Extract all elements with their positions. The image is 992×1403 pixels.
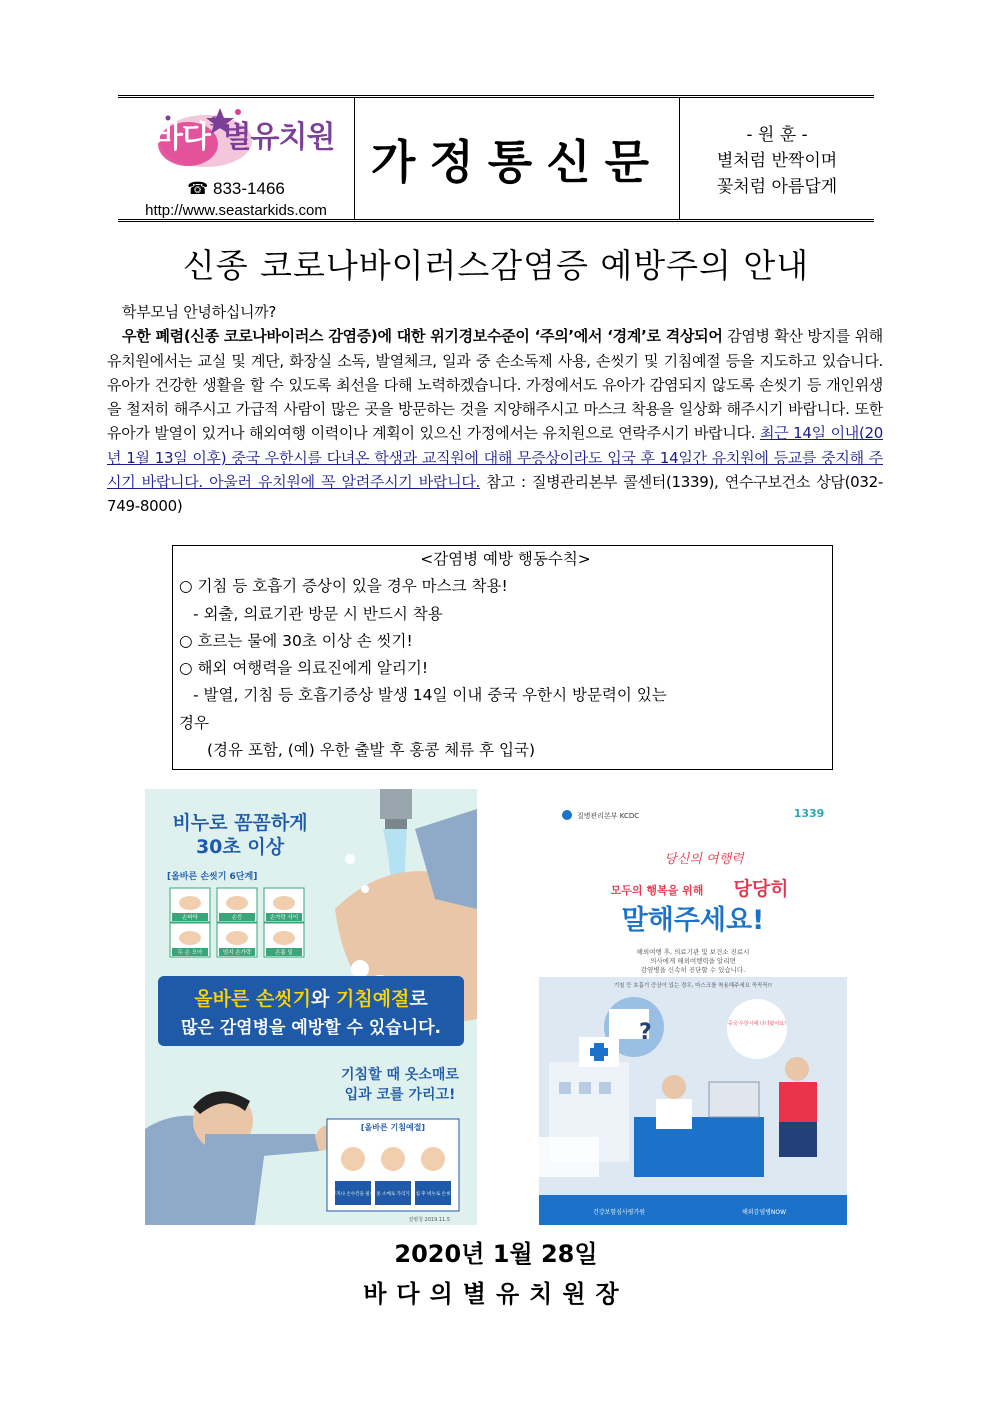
rule-line: (경유 포함, (예) 우한 출발 후 홍콩 체류 후 입국) [207,741,536,760]
prevention-rules-box [172,545,833,770]
phone-number: ☎ 833-1466 [187,179,285,198]
poster-credit: 질병청 2019.11.5 [408,1217,450,1223]
motto-box [680,98,874,219]
travel-history-poster [539,797,847,1225]
step-label: 손가락 사이 [269,915,299,921]
cough-headline: 기침할 때 옷소매로 [341,1067,459,1083]
rule-line: ○ 흐르는 물에 30초 이상 손 씻기! [179,631,413,650]
step-label: 두 손 모아 [177,950,203,956]
rule-line: ○ 기침 등 호흡기 증상이 있을 경우 마스크 착용! [179,577,508,596]
handwashing-poster [145,789,477,1225]
sub-title: 모두의 행복을 위해 [610,884,704,897]
hotline-badge: 1339 [793,807,825,820]
main-title: 말해주세요! [621,905,765,936]
rule-line: 경우 [179,713,209,732]
description-line: 기침 등 호흡기 증상이 있는 경우, 마스크를 착용해주세요 꼭꼭꼭!! [613,983,773,989]
cough-headline: 입과 코를 가리고! [344,1087,456,1103]
issue-date: 2020년 1월 28일 [394,1240,598,1268]
dang-title: 당당히 [733,878,789,900]
reference-contacts: 참고 : 질병관리본부 콜센터(1339), 연수구보건소 상담(032-749-8000) [107,473,883,516]
step-label: 손바닥 [182,915,198,921]
cough-step-label: 기침 후 비누로 손씻기 [411,1192,455,1197]
motto-heading: - 원 훈 - [746,125,808,145]
cough-step-label: 휴지나 손수건을 필수 [332,1192,374,1197]
header-table [118,95,874,222]
footer-org: 해외감염병NOW [741,1209,787,1216]
logo-area [118,98,354,219]
step-label: 손등 [231,915,243,921]
description-line: 감염병을 신속히 진단할 수 있습니다. [640,966,746,974]
underlined-notice: 최근 14일 이내(20년 1월 13일 이후) 중국 우한시를 다녀온 학생과 교직원에 대해 무증상이라도 입국 후 14일간 유치원에 등교를 중지해 주시기 바랍니다. 아울러 유치원에 꼭 알려주시기 바랍니다. [107,424,883,492]
newsletter-title-box [355,98,679,219]
logo-text: 바다$^의$별유치원 [154,115,335,155]
description-line: 해외여행 후, 의료기관 및 보건소 진료시 [636,948,750,956]
motto-line: 별처럼 반짝이며 [716,151,838,171]
description-line: 의사에게 해외여행력을 알리면 [650,957,736,965]
steps-title: [올바른 손씻기 6단계] [167,872,258,882]
bold-lead: 우한 폐렴(신종 코로나바이러스 감염증)에 대한 위기경보수준이 ‘주의’에서 ‘경계’로 격상되어 [122,327,723,346]
cough-etiquette-title: [올바른 기침예절] [360,1123,426,1132]
banner-line: 올바른 손씻기와 기침예절로 [194,988,428,1010]
step-label: 손톱 밑 [275,950,293,956]
cough-step-label: 옷 소매로 가리기 [376,1192,410,1197]
banner-line: 많은 감염병을 예방할 수 있습니다. [180,1018,442,1038]
agency-name: 질병관리본부 KCDC [577,812,640,820]
rules-title: <감염병 예방 행동수칙> [420,550,591,568]
footer-org: 건강보험심사평가원 [592,1209,646,1216]
letter-body [107,300,883,519]
signature: 바다의별유치원장 [363,1280,629,1308]
step-label: 엄지 손가락 [222,950,252,956]
newsletter-title: 가정통신문 [370,134,664,189]
rule-line: ○ 해외 여행력을 의료진에게 알리기! [179,659,429,678]
speech-bubble: 중국 우한시에 다녀왔어요! [727,1021,787,1027]
main-paragraph [107,324,883,518]
poster-headline: 30초 이상 [195,836,285,858]
poster-headline: 비누로 꼼꼼하게 [172,812,308,834]
greeting: 학부모님 안녕하십니까? [122,303,277,321]
website-url[interactable]: http://www.seastarkids.com [145,202,327,219]
hand-step-grid [170,888,304,957]
rule-line: - 발열, 기침 등 호흡기증상 발생 14일 이내 중국 우한시 방문력이 있는 [193,686,667,705]
headline: 신종 코로나바이러스감염증 예방주의 안내 [182,246,810,285]
svg-text:?: ? [639,1020,652,1045]
motto-line: 꽃처럼 아름답게 [716,177,838,197]
rule-line: - 외출, 의료기관 방문 시 반드시 착용 [193,604,443,623]
paragraph-text: 감염병 확산 방지를 위해 유치원에서는 교실 및 계단, 화장실 소독, 발열체크, 일과 중 손소독제 사용, 손씻기 및 기침예절 등을 지도하고 있습니다. 유아가 건강한 생활을 할 수 있도록 최선을 다해 노력하겠습니다. 가정에서도 유아가 감염되지 않도록 손씻기 등 개인위생을 철저히 해주시고 가급적 사람이 많은 곳을 방문하는 것을 지양해주시고 마스크 착용을 일상화 해주시기 바랍니다. 또한 유아가 발열이 있거나 해외여행 이력이나 계획이 있으신 가정에서는 유치원으로 연락주시기 바랍니다. [107,327,883,443]
script-title: 당신의 여행력 [664,852,744,867]
